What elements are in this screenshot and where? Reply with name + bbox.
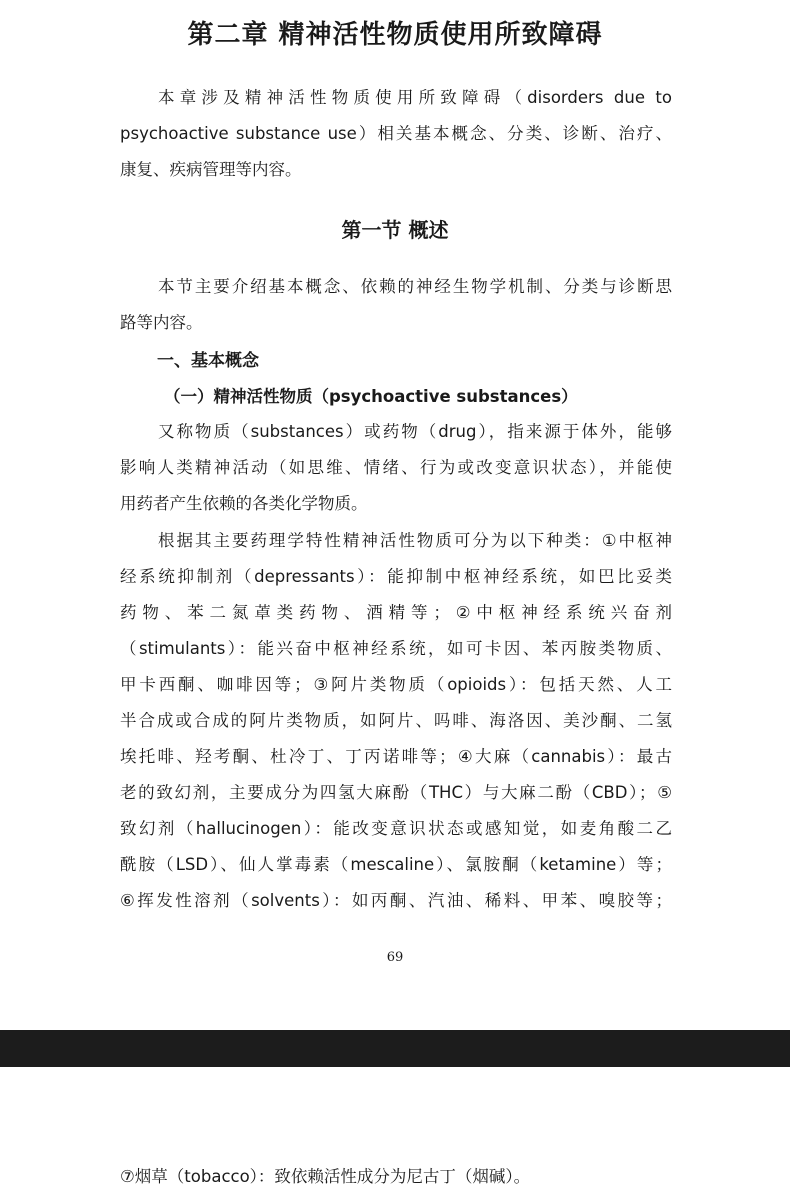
definition-paragraph	[120, 414, 672, 522]
text-line: psychoactive substance use）相关基本概念、分类、诊断、治疗、	[120, 124, 672, 143]
text-line: 用药者产生依赖的各类化学物质。	[120, 494, 368, 513]
text-line: 康复、疾病管理等内容。	[120, 160, 302, 179]
heading-basic-concepts: 一、基本概念	[157, 351, 259, 371]
text-line: 埃托啡、羟考酮、杜冷丁、丁丙诺啡等；④大麻（cannabis）：最古	[120, 747, 672, 766]
text-line: 致幻剂（hallucinogen）：能改变意识状态或感知觉，如麦角酸二乙	[120, 819, 672, 838]
text-line: 半合成或合成的阿片类物质，如阿片、吗啡、海洛因、美沙酮、二氢	[120, 711, 672, 730]
chapter-title: 第二章 精神活性物质使用所致障碍	[187, 20, 603, 50]
page-number: 69	[386, 950, 404, 965]
section-title: 第一节 概述	[341, 218, 449, 242]
text-line: 影响人类精神活动（如思维、情绪、行为或改变意识状态），并能使	[120, 458, 672, 477]
next-page	[0, 1067, 790, 1200]
text-line: 路等内容。	[120, 313, 203, 332]
text-line: 又称物质（substances）或药物（drug），指来源于体外，能够	[158, 422, 672, 441]
text-line: 根据其主要药理学特性精神活性物质可分为以下种类：①中枢神	[158, 531, 672, 550]
text-line: ⑦烟草（tobacco）：致依赖活性成分为尼古丁（烟碱）。	[120, 1167, 531, 1186]
text-line: 经系统抑制剂（depressants）：能抑制中枢神经系统，如巴比妥类	[120, 567, 672, 586]
chapter-intro-paragraph	[120, 80, 672, 188]
text-line: 老的致幻剂，主要成分为四氢大麻酚（THC）与大麻二酚（CBD）；⑤	[120, 783, 672, 802]
page-separator	[0, 1030, 790, 1067]
text-line: 本章涉及精神活性物质使用所致障碍（disorders due to	[158, 88, 672, 107]
text-line: 酰胺（LSD）、仙人掌毒素（mescaline）、氯胺酮（ketamine）等；	[120, 855, 672, 874]
text-line: （stimulants）：能兴奋中枢神经系统，如可卡因、苯丙胺类物质、	[120, 639, 672, 658]
text-line: ⑥挥发性溶剂（solvents）：如丙酮、汽油、稀料、甲苯、嗅胶等；	[120, 891, 672, 910]
text-line: 药物、苯二氮䓬类药物、酒精等；②中枢神经系统兴奋剂	[120, 603, 672, 622]
text-line: 甲卡西酮、咖啡因等；③阿片类物质（opioids）：包括天然、人工	[120, 675, 672, 694]
subheading-psychoactive-substances: （一）精神活性物质（psychoactive substances）	[164, 387, 578, 406]
text-line: 本节主要介绍基本概念、依赖的神经生物学机制、分类与诊断思	[158, 277, 672, 296]
section-intro-paragraph	[120, 269, 672, 341]
classification-paragraph	[120, 523, 672, 919]
